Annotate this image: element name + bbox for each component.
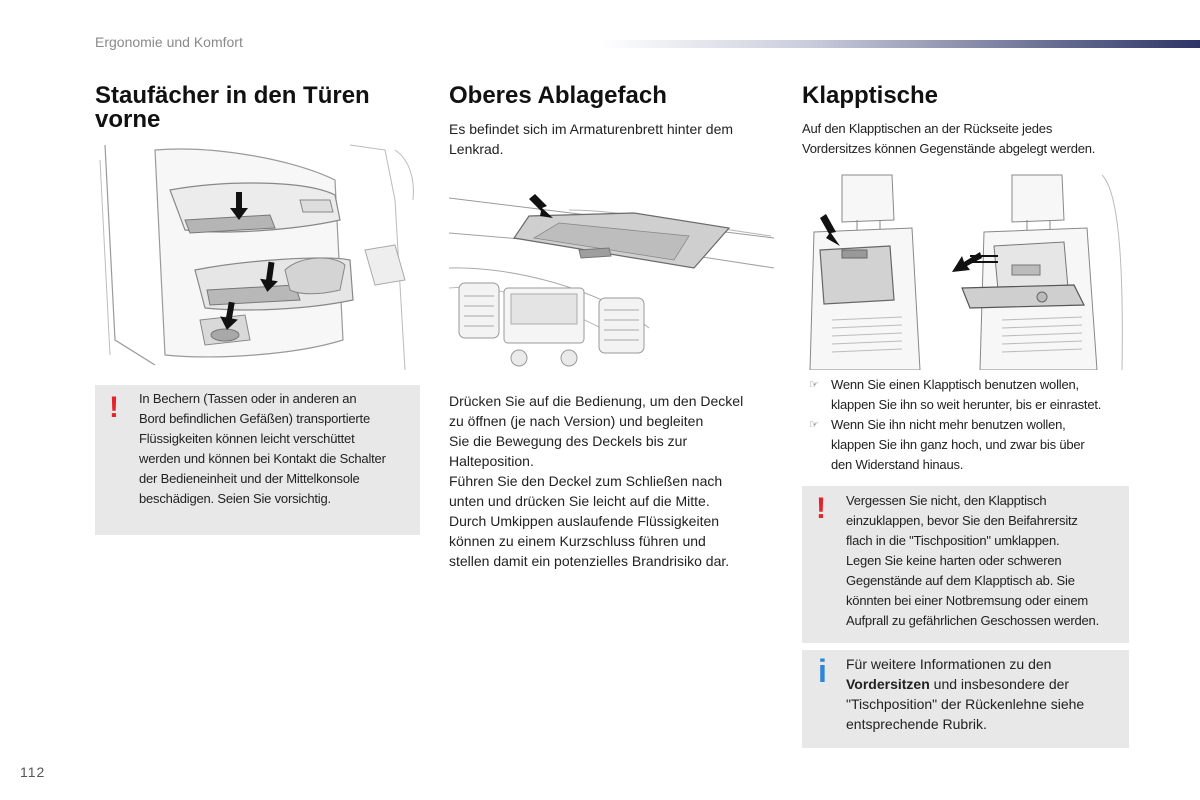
folding-table-instruction-1: ☞ Wenn Sie einen Klapptisch benutzen wollen, klappen Sie ihn so weit herunter, bis er einrastet. bbox=[809, 377, 1102, 412]
door-storage-title bbox=[95, 84, 370, 132]
header-gradient-bar bbox=[600, 40, 1200, 48]
folding-tables-intro: Auf den Klapptischen an der Rückseite jedes Vordersitzes können Gegenstände abgelegt werden. bbox=[802, 121, 1096, 156]
upper-compartment-title: Oberes Ablagefach bbox=[449, 82, 667, 109]
folding-tables-info bbox=[802, 650, 1129, 748]
door-storage-title-line2: vorne bbox=[95, 106, 161, 133]
info-icon: i bbox=[818, 653, 827, 689]
dashboard-compartment-illustration bbox=[449, 188, 774, 378]
folding-tables-title: Klapptische bbox=[802, 82, 939, 109]
upper-compartment-body: Drücken Sie auf die Bedienung, um den Deckel zu öffnen (je nach Version) und begleiten Sie die Bewegung des Deckels bis zur Halteposition. Führen Sie den Deckel zum Schließen nach unten und drücken Sie leicht auf die Mitte. Durch Umkippen auslaufende Flüssigkeiten können zu einem Kurzschluss führen und stellen damit ein potenzielles Brandrisiko dar. bbox=[449, 393, 744, 569]
door-storage-title-line1: Staufächer in den Türen bbox=[95, 82, 370, 109]
folding-table-illustration bbox=[802, 170, 1127, 370]
section-header: Ergonomie und Komfort bbox=[95, 34, 243, 50]
hand-pointer-icon: ☞ bbox=[809, 379, 819, 391]
folding-table-instruction-2: ☞ Wenn Sie ihn nicht mehr benutzen wollen, klappen Sie ihn ganz hoch, und zwar bis über den Widerstand hinaus. bbox=[809, 417, 1085, 472]
front-seats-link-text: Vordersitzen bbox=[846, 676, 930, 692]
info-line-2: Vordersitzen und insbesondere der bbox=[846, 676, 1070, 692]
hand-pointer-icon: ☞ bbox=[809, 419, 819, 431]
exclamation-icon: ! bbox=[109, 391, 119, 424]
folding-tables-info-text: Für weitere Informationen zu den Vordersitzen und insbesondere der "Tischposition" der Rückenlehne siehe entsprechende Rubrik. bbox=[846, 656, 1085, 732]
folding-tables-warning-text: Vergessen Sie nicht, den Klapptisch einzuklappen, bevor Sie den Beifahrersitz flach in die "Tischposition" umklappen. Legen Sie keine harten oder schweren Gegenstände auf dem Klapptisch ab. Sie könnten bei einer Notbremsung oder einem Aufprall zu gefährlichen Geschossen werden. bbox=[846, 493, 1099, 628]
upper-compartment-intro: Es befindet sich im Armaturenbrett hinter dem Lenkrad. bbox=[449, 121, 734, 157]
door-storage-warning-text: In Bechern (Tassen oder in anderen an Bord befindlichen Gefäßen) transportierte Flüssigkeiten können leicht verschüttet werden und können bei Kontakt die Schalter der Bedieneinheit und der Mittelkonsole beschädigen. Seien Sie vorsichtig. bbox=[139, 391, 386, 506]
page-number: 112 bbox=[20, 764, 46, 780]
door-storage-warning bbox=[95, 385, 420, 535]
door-storage-illustration bbox=[95, 140, 420, 370]
folding-tables-warning bbox=[802, 486, 1129, 643]
exclamation-icon: ! bbox=[816, 492, 826, 525]
